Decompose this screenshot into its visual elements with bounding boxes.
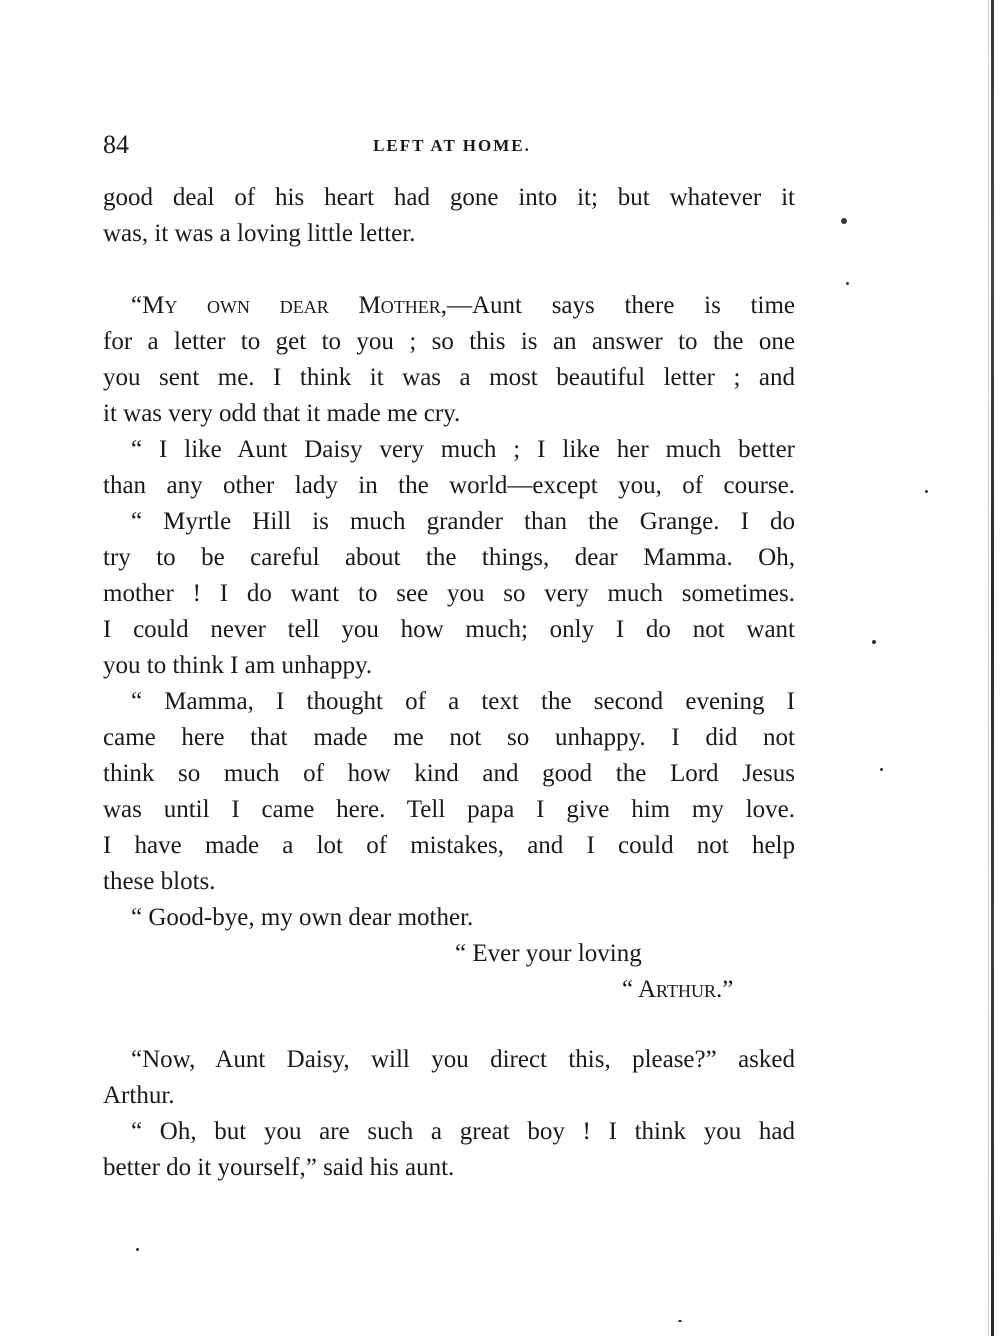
speck [136,1248,139,1251]
text-line: “ Mamma, I thought of a text the second evening I [131,688,795,715]
page-header [103,128,795,162]
text-line: mother ! I do want to see you so very much sometimes. [103,580,795,607]
letter-body [103,288,795,936]
text-line: “Now, Aunt Daisy, will you direct this, please?” asked [131,1046,795,1073]
text-line: think so much of how kind and good the Lord Jesus [103,760,795,787]
text-line: better do it yourself,” said his aunt. [103,1154,455,1181]
page-number: 84 [103,130,129,159]
scan-edge-inner [988,0,989,1336]
text-line: “ Myrtle Hill is much grander than the Grange. I do [131,508,795,535]
text-line: try to be careful about the things, dear Mamma. Oh, [103,544,795,571]
text-line: it was very odd that it made me cry. [103,400,461,427]
text-line: I have made a lot of mistakes, and I could not help [103,832,795,859]
text-line: “ I like Aunt Daisy very much ; I like her much better [131,436,795,463]
running-head: LEFT AT HOME. [373,136,531,155]
scan-edge [991,0,994,1336]
speck [846,282,849,285]
text-line: Arthur. [103,1082,175,1109]
letter-signature: “ Arthur.” [622,976,734,1003]
text-line: “ Good-bye, my own dear mother. [131,904,474,931]
letter-salutation-line [103,288,795,324]
speck [841,218,847,224]
speck [925,490,928,493]
closing-paragraphs [103,1042,795,1186]
letter-closing: “ Ever your loving [455,940,642,967]
text-line: you to think I am unhappy. [103,652,373,679]
text-line: came here that made me not so unhappy. I did not [103,724,795,751]
text-line: good deal of his heart had gone into it; but whatever it [103,184,795,211]
text-line: was, it was a loving little letter. [103,220,416,247]
text-line: —Aunt says there is time [446,292,795,319]
speck [872,640,876,644]
letter-salutation: “My own dear Mother, [131,292,447,319]
text-line: for a letter to get to you ; so this is an answer to the one [103,328,795,355]
opening-paragraph [103,180,795,252]
text-line: I could never tell you how much; only I do not want [103,616,795,643]
text-line: than any other lady in the world—except you, of course. [103,472,795,499]
text-line: “ Oh, but you are such a great boy ! I think you had [131,1118,795,1145]
text-line: these blots. [103,868,216,895]
speck [880,768,883,771]
text-line: was until I came here. Tell papa I give him my love. [103,796,795,823]
text-line: you sent me. I think it was a most beautiful letter ; and [103,364,795,391]
speck [678,1320,682,1322]
